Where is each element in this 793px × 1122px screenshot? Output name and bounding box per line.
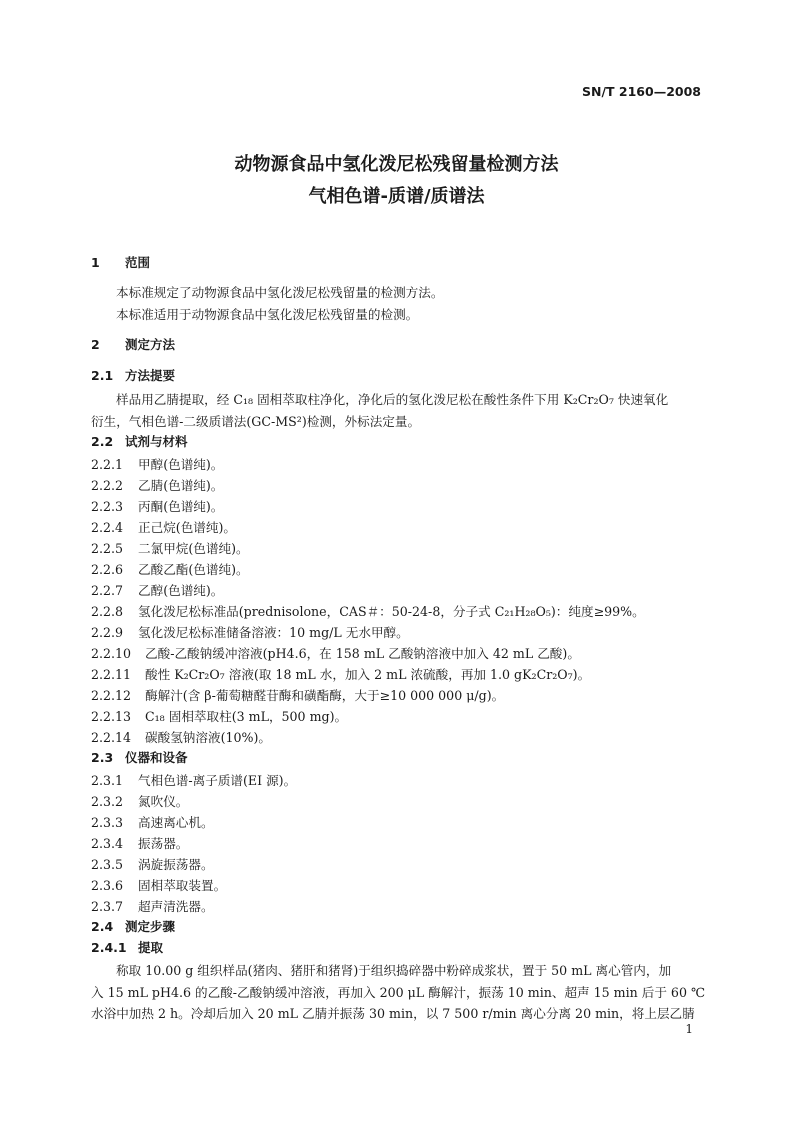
section-number: 2.1 [91,368,114,383]
section-title: 测定步骤 [125,919,176,934]
document-title-line1: 动物源食品中氢化泼尼松残留量检测方法 [234,154,559,175]
paragraph: 本标准规定了动物源食品中氢化泼尼松残留量的检测方法。 [116,285,444,300]
section-number: 2 [91,337,100,352]
list-item: 2.2.4 正己烷(色谱纯)。 [91,520,236,535]
section-title: 测定方法 [125,337,176,352]
list-item: 2.2.6 乙酸乙酯(色谱纯)。 [91,562,249,577]
list-item: 2.2.14 碳酸氢钠溶液(10%)。 [91,730,271,745]
list-item: 2.3.3 高速离心机。 [91,815,214,830]
section-title: 仪器和设备 [125,750,188,765]
list-item: 2.3.6 固相萃取装置。 [91,878,227,893]
list-item: 2.2.13 C₁₈ 固相萃取柱(3 mL，500 mg)。 [91,709,348,724]
section-title: 方法提要 [125,368,176,383]
paragraph: 称取 10.00 g 组织样品(猪肉、猪肝和猪肾)于组织捣碎器中粉碎成浆状，置于 50 mL 离心管内，加 [116,963,672,978]
list-item: 2.2.9 氢化泼尼松标准储备溶液：10 mg/L 无水甲醇。 [91,625,409,640]
page-number: 1 [685,1022,693,1036]
section-title: 范围 [125,255,151,270]
section-title: 试剂与材料 [125,434,188,449]
section-number: 1 [91,255,100,270]
list-item: 2.3.1 气相色谱-离子质谱(EI 源)。 [91,773,297,788]
paragraph: 衍生，气相色谱-二级质谱法(GC-MS²)检测，外标法定量。 [91,414,421,429]
section-2-4-1-heading [91,938,163,956]
list-item: 2.2.7 乙醇(色谱纯)。 [91,583,224,598]
paragraph: 水浴中加热 2 h。冷却后加入 20 mL 乙腈并振荡 30 min，以 7 500 r/min 离心分离 20 min，将上层乙腈 [91,1006,695,1021]
list-item: 2.2.8 氢化泼尼松标准品(prednisolone，CAS＃：50-24-8，分子式 C₂₁H₂₈O₅)：纯度≥99%。 [91,604,645,619]
section-title: 提取 [138,940,164,955]
section-2-1-heading [91,366,175,384]
section-number: 2.4 [91,919,114,934]
list-item: 2.3.4 振荡器。 [91,836,189,851]
list-item: 2.2.2 乙腈(色谱纯)。 [91,478,224,493]
paragraph: 本标准适用于动物源食品中氢化泼尼松残留量的检测。 [116,307,419,322]
document-code: SN/T 2160—2008 [582,84,701,99]
list-item: 2.2.10 乙酸-乙酸钠缓冲溶液(pH4.6，在 158 mL 乙酸钠溶液中加入 42 mL 乙酸)。 [91,646,580,661]
list-item: 2.2.3 丙酮(色谱纯)。 [91,499,224,514]
list-item: 2.2.11 酸性 K₂Cr₂O₇ 溶液(取 18 mL 水，加入 2 mL 浓硫酸，再加 1.0 gK₂Cr₂O₇)。 [91,667,591,682]
list-item: 2.2.1 甲醇(色谱纯)。 [91,457,224,472]
section-2-4-heading [91,917,175,935]
paragraph: 样品用乙腈提取，经 C₁₈ 固相萃取柱净化，净化后的氢化泼尼松在酸性条件下用 K₂Cr₂O₇ 快速氧化 [116,392,669,407]
list-item: 2.2.5 二氯甲烷(色谱纯)。 [91,541,249,556]
section-number: 2.3 [91,750,114,765]
list-item: 2.3.7 超声清洗器。 [91,899,214,914]
list-item: 2.3.2 氮吹仪。 [91,794,189,809]
list-item: 2.3.5 涡旋振荡器。 [91,857,214,872]
section-2-2-heading [91,432,188,450]
paragraph: 入 15 mL pH4.6 的乙酸-乙酸钠缓冲溶液，再加入 200 μL 酶解汁，振荡 10 min、超声 15 min 后于 60 ℃ [91,985,706,1000]
section-2-3-heading [91,748,188,766]
section-number: 2.4.1 [91,940,127,955]
list-item: 2.2.12 酶解汁(含 β-葡萄糖醛苷酶和磺酯酶，大于≥10 000 000 μ/g)。 [91,688,505,703]
section-2-heading [91,335,175,353]
section-number: 2.2 [91,434,114,449]
document-title-line2: 气相色谱-质谱/质谱法 [308,186,485,207]
section-1-heading [91,253,150,271]
